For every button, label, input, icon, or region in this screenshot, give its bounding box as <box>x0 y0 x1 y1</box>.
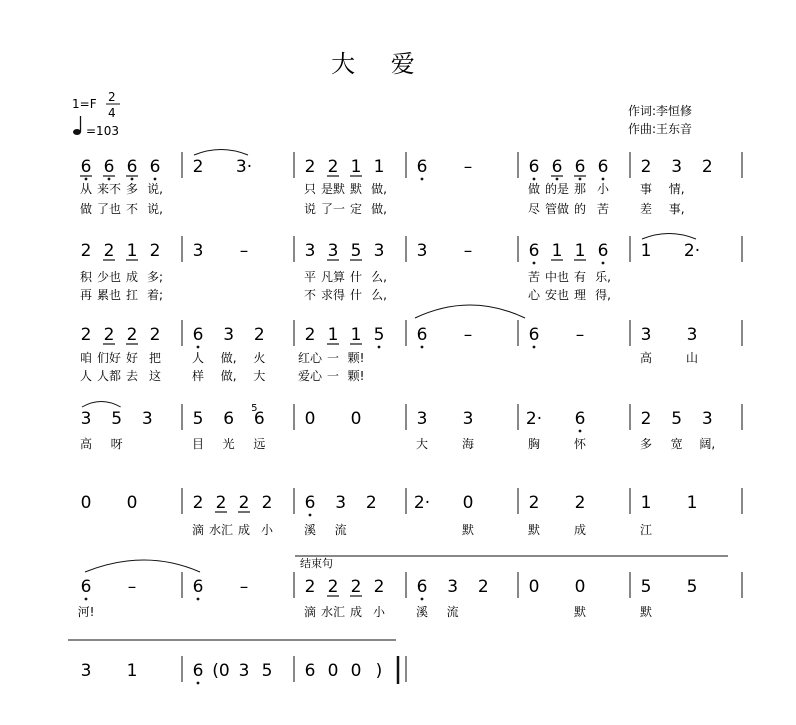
lyric-syllable: 一 <box>326 369 340 383</box>
note: 6 <box>304 661 316 681</box>
note: 3 <box>80 661 92 681</box>
note: 6 <box>574 409 586 429</box>
note: 2 <box>80 241 92 261</box>
phrase-slur <box>415 305 525 318</box>
note: 6 <box>416 325 428 345</box>
score-system <box>78 572 742 619</box>
note: 6 <box>149 157 161 177</box>
lyric-syllable: 不 <box>125 202 139 216</box>
lyric-syllable: 么, <box>371 288 387 302</box>
note: 2 <box>477 577 489 597</box>
note: 3 <box>80 409 92 429</box>
score-system <box>80 234 742 303</box>
lyric-syllable: 成 <box>573 523 587 537</box>
lyric-syllable: 做, <box>220 351 237 365</box>
lyric-syllable: 平 <box>303 270 317 284</box>
lyric-syllable: 火 <box>253 351 266 365</box>
note: 1 <box>686 493 698 513</box>
tie-arc <box>194 150 248 156</box>
note: 2 <box>304 577 316 597</box>
lyric-syllable: 什 <box>349 288 363 302</box>
lyric-syllable: 人 <box>191 351 205 365</box>
note: 3 <box>447 577 459 597</box>
low-octave-dot <box>533 346 536 349</box>
low-octave-dot <box>309 514 312 517</box>
note: 2· <box>525 409 543 429</box>
low-octave-dot <box>579 178 582 181</box>
lyric-syllable: 怀 <box>573 437 587 451</box>
lyric-syllable: 阔, <box>699 437 716 451</box>
note: 1 <box>350 157 362 177</box>
lyric-syllable: 差 <box>639 202 653 216</box>
note: 2 <box>103 325 115 345</box>
lyricist-credit: 作词:李恒修 <box>628 104 693 118</box>
low-octave-dot <box>556 178 559 181</box>
note: 2 <box>327 577 339 597</box>
lyric-syllable: 成 <box>237 523 251 537</box>
note: 3 <box>304 241 316 261</box>
score-system <box>81 656 406 684</box>
lyric-syllable: 溪 <box>415 605 429 619</box>
lyric-syllable: 事 <box>639 182 653 196</box>
lyric-syllable: 山 <box>685 351 699 365</box>
note: 3 <box>327 241 339 261</box>
note: – <box>463 241 473 261</box>
note: 6 <box>551 157 563 177</box>
note: 1 <box>126 241 138 261</box>
note: 5 <box>671 409 683 429</box>
note: 6 <box>528 157 540 177</box>
lyric-syllable: 少也 <box>96 270 122 284</box>
low-octave-dot <box>197 598 200 601</box>
note: 2 <box>149 325 161 345</box>
low-octave-dot <box>108 178 111 181</box>
note: 6 <box>597 241 609 261</box>
note: – <box>239 241 249 261</box>
note: 6 <box>80 157 92 177</box>
note: 6 <box>528 241 540 261</box>
note: 2 <box>126 325 138 345</box>
score-system <box>80 320 742 383</box>
phrase-slur <box>85 560 200 572</box>
time-numerator: 2 <box>108 90 116 104</box>
note: 3 <box>671 157 683 177</box>
note: 6 <box>192 325 204 345</box>
note: 5 <box>640 577 652 597</box>
lyric-syllable: 远 <box>253 437 266 451</box>
note: 6 <box>192 577 204 597</box>
lyric-syllable: 乐, <box>595 270 611 284</box>
note: 1 <box>640 241 652 261</box>
note: 6 <box>192 661 204 681</box>
low-octave-dot <box>533 262 536 265</box>
note: 3· <box>235 157 253 177</box>
score-system <box>80 402 742 452</box>
note: 6 <box>253 409 265 429</box>
lyric-syllable: 做 <box>527 182 541 196</box>
lyric-syllable: 成 <box>125 270 139 284</box>
note: 3 <box>335 493 347 513</box>
note: 1 <box>327 325 339 345</box>
note: 1 <box>126 661 138 681</box>
lyric-syllable: 做, <box>371 182 387 196</box>
note: 2 <box>373 577 385 597</box>
low-octave-dot <box>602 262 605 265</box>
low-octave-dot <box>85 598 88 601</box>
low-octave-dot <box>378 346 381 349</box>
lyric-syllable: 是默 <box>320 182 346 196</box>
coda-label: 结束句 <box>300 557 333 570</box>
note: 2 <box>640 157 652 177</box>
lyric-syllable: 红心 <box>297 351 323 365</box>
note: 2 <box>304 325 316 345</box>
lyric-syllable: 多; <box>146 270 164 284</box>
note: ) <box>375 661 383 681</box>
lyric-syllable: 默 <box>573 605 587 619</box>
lyric-syllable: 溪 <box>303 523 317 537</box>
lyric-syllable: 这 <box>148 369 162 383</box>
low-octave-dot <box>579 430 582 433</box>
note: 6 <box>126 157 138 177</box>
score-system <box>80 150 742 217</box>
lyric-syllable: 多 <box>639 437 653 451</box>
lyric-syllable: 了也 <box>96 202 122 216</box>
lyric-syllable: 滴 <box>303 605 317 619</box>
lyric-syllable: 说 <box>303 202 317 216</box>
lyric-syllable: 水汇 <box>208 523 234 537</box>
lyric-syllable: 颗! <box>347 351 365 365</box>
lyric-syllable: 那 <box>573 182 587 196</box>
lyric-syllable: 大 <box>253 369 266 383</box>
lyric-syllable: 小 <box>372 605 386 619</box>
note: 3 <box>686 325 698 345</box>
note: 0 <box>574 577 586 597</box>
note: 5 <box>192 409 204 429</box>
lyric-syllable: 多 <box>125 182 139 196</box>
note: 2 <box>103 241 115 261</box>
lyric-syllable: 高 <box>79 437 93 451</box>
lyric-syllable: 江 <box>639 523 653 537</box>
note: 6 <box>80 577 92 597</box>
note: 5 <box>373 325 385 345</box>
lyric-syllable: 咱 <box>79 351 93 365</box>
note: 2 <box>701 157 713 177</box>
lyric-syllable: 什 <box>349 270 363 284</box>
note: 6 <box>304 493 316 513</box>
note: 2 <box>215 493 227 513</box>
note: 6 <box>416 577 428 597</box>
note: 3 <box>238 661 250 681</box>
note: 6 <box>528 325 540 345</box>
lyric-syllable: 好 <box>125 351 139 365</box>
low-octave-dot <box>197 346 200 349</box>
note: 0 <box>350 409 362 429</box>
lyric-syllable: 做, <box>220 369 237 383</box>
key-signature: 1=F <box>72 97 97 111</box>
low-octave-dot <box>533 178 536 181</box>
note: 6 <box>223 409 235 429</box>
note: 6 <box>574 157 586 177</box>
score-systems <box>68 150 742 685</box>
note: – <box>127 577 137 597</box>
lyric-syllable: 情, <box>668 182 685 196</box>
lyric-syllable: 人都 <box>96 369 122 383</box>
note: 2· <box>413 493 431 513</box>
lyric-syllable: 呀 <box>110 437 123 451</box>
lyric-syllable: 爱心 <box>297 369 323 383</box>
note: 5 <box>261 661 273 681</box>
note: 1 <box>551 241 563 261</box>
lyric-syllable: 扛 <box>125 288 139 302</box>
note: 2 <box>350 577 362 597</box>
grace-note: 5 <box>251 403 258 414</box>
lyric-syllable: 人 <box>79 369 93 383</box>
lyric-syllable: 颗! <box>347 369 365 383</box>
lyric-syllable: 一 <box>326 351 340 365</box>
note: 2 <box>261 493 273 513</box>
note: – <box>575 325 585 345</box>
note: 2 <box>192 157 204 177</box>
note: 1 <box>574 241 586 261</box>
score-system <box>81 488 742 537</box>
lyric-syllable: 苦 <box>527 270 541 284</box>
note: 2 <box>80 325 92 345</box>
low-octave-dot <box>85 178 88 181</box>
quarter-note-icon <box>73 116 81 135</box>
note: 2 <box>365 493 377 513</box>
note: 3 <box>223 325 235 345</box>
lyric-syllable: 尽 <box>527 202 541 216</box>
lyric-syllable: 做, <box>371 202 387 216</box>
lyric-syllable: 目 <box>191 437 205 451</box>
lyric-syllable: 滴 <box>191 523 205 537</box>
lyric-syllable: 把 <box>148 351 162 365</box>
lyric-syllable: 累也 <box>96 288 122 302</box>
note: – <box>463 325 473 345</box>
note: – <box>463 157 473 177</box>
note: 2 <box>149 241 161 261</box>
note: 0 <box>350 661 362 681</box>
tie-arc <box>82 402 121 408</box>
lyric-syllable: 不 <box>303 288 317 302</box>
note: 6 <box>416 157 428 177</box>
lyric-syllable: 只 <box>303 182 317 196</box>
tempo-marking: =103 <box>86 124 119 138</box>
note: 2 <box>304 157 316 177</box>
note: 3 <box>462 409 474 429</box>
lyric-syllable: 有 <box>573 270 587 284</box>
time-denominator: 4 <box>108 106 116 120</box>
note: 0 <box>528 577 540 597</box>
note: 3 <box>192 241 204 261</box>
note: (0 <box>212 661 230 681</box>
note: 0 <box>462 493 474 513</box>
note: 6 <box>103 157 115 177</box>
note: 5 <box>111 409 123 429</box>
note: 5 <box>686 577 698 597</box>
lyric-syllable: 事, <box>668 202 685 216</box>
note: 0 <box>126 493 138 513</box>
low-octave-dot <box>131 178 134 181</box>
lyric-syllable: 了一 <box>320 202 346 216</box>
note: 3 <box>640 325 652 345</box>
lyric-syllable: 说, <box>147 182 163 196</box>
lyric-syllable: 去 <box>125 369 139 383</box>
lyric-syllable: 河! <box>77 605 95 619</box>
note: 0 <box>80 493 92 513</box>
lyric-syllable: 默 <box>639 605 653 619</box>
lyric-syllable: 光 <box>222 437 235 451</box>
composer-credit: 作曲:王东音 <box>628 122 693 136</box>
low-octave-dot <box>421 598 424 601</box>
low-octave-dot <box>421 346 424 349</box>
note: 2 <box>238 493 250 513</box>
note: 3 <box>701 409 713 429</box>
lyric-syllable: 水汇 <box>320 605 346 619</box>
lyric-syllable: 高 <box>639 351 653 365</box>
lyric-syllable: 得, <box>595 288 611 302</box>
lyric-syllable: 大 <box>415 437 429 451</box>
lyric-syllable: 流 <box>446 605 459 619</box>
lyric-syllable: 成 <box>349 605 363 619</box>
lyric-syllable: 的 <box>573 202 587 216</box>
lyric-syllable: 再 <box>79 288 93 302</box>
lyric-syllable: 说, <box>147 202 163 216</box>
note: 2· <box>683 241 701 261</box>
lyric-syllable: 从 <box>79 182 93 196</box>
lyric-syllable: 求得 <box>320 288 346 302</box>
note: 2 <box>640 409 652 429</box>
note: 1 <box>373 157 385 177</box>
song-title: 大 爱 <box>331 50 429 78</box>
lyric-syllable: 小 <box>596 182 610 196</box>
lyric-syllable: 们好 <box>96 351 122 365</box>
note: 3 <box>416 409 428 429</box>
note: 0 <box>327 661 339 681</box>
note: 6 <box>597 157 609 177</box>
low-octave-dot <box>602 178 605 181</box>
lyric-syllable: 流 <box>334 523 347 537</box>
note: 3 <box>141 409 153 429</box>
lyric-syllable: 凡算 <box>320 270 346 284</box>
note: 5 <box>350 241 362 261</box>
lyric-syllable: 苦 <box>596 202 610 216</box>
lyric-syllable: 么, <box>371 270 387 284</box>
note: 2 <box>574 493 586 513</box>
low-octave-dot <box>197 682 200 685</box>
lyric-syllable: 定 <box>349 202 363 216</box>
lyric-syllable: 胸 <box>527 437 541 451</box>
note: – <box>239 577 249 597</box>
lyric-syllable: 海 <box>461 437 475 451</box>
lyric-syllable: 心 <box>527 288 541 302</box>
lyric-syllable: 理 <box>573 288 587 302</box>
note: 3 <box>373 241 385 261</box>
lyric-syllable: 小 <box>260 523 274 537</box>
note: 2 <box>327 157 339 177</box>
lyric-syllable: 的是 <box>544 182 570 196</box>
lyric-syllable: 着; <box>146 288 164 302</box>
note: 1 <box>350 325 362 345</box>
lyric-syllable: 安也 <box>544 288 570 302</box>
lyric-syllable: 默 <box>527 523 541 537</box>
note: 2 <box>192 493 204 513</box>
low-octave-dot <box>154 178 157 181</box>
tie-arc <box>642 234 696 240</box>
lyric-syllable: 做 <box>79 202 93 216</box>
lyric-syllable: 管做 <box>544 202 570 216</box>
lyric-syllable: 样 <box>191 369 205 383</box>
low-octave-dot <box>421 178 424 181</box>
lyric-syllable: 中也 <box>544 270 570 284</box>
note: 3 <box>416 241 428 261</box>
lyric-syllable: 积 <box>79 270 93 284</box>
lyric-syllable: 宽 <box>670 437 683 451</box>
lyric-syllable: 来不 <box>96 182 122 196</box>
note: 1 <box>640 493 652 513</box>
lyric-syllable: 默 <box>349 182 363 196</box>
note: 2 <box>528 493 540 513</box>
lyric-syllable: 默 <box>461 523 475 537</box>
note: 2 <box>253 325 265 345</box>
note: 0 <box>304 409 316 429</box>
